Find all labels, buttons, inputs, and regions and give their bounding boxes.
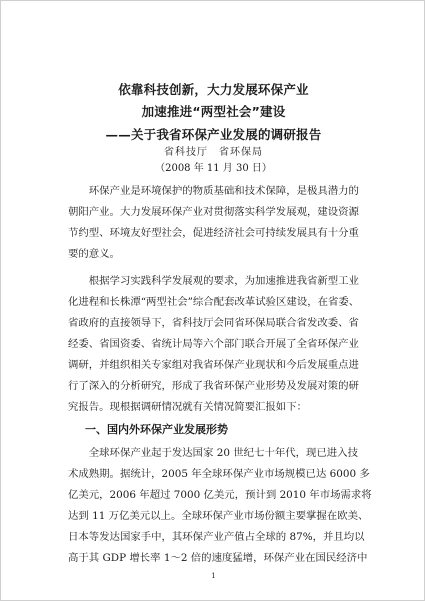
- paragraph-line: 环保产业是环境保护的物质基础和技术保障，是极具潜力的: [68, 185, 359, 197]
- document-title-line-2: 加速推进“两型社会”建设: [141, 104, 286, 119]
- page-number: 1: [211, 572, 216, 580]
- paragraph-line: 日本等发达国家手中，其环保产业产值占全球的 87%，并且均以: [68, 531, 365, 543]
- paragraph-line: 根据学习实践科学发展观的要求，为加速推进我省新型工业: [68, 275, 359, 287]
- paragraph-line: 朝阳产业。大力发展环保产业对贯彻落实科学发展观，建设资源: [68, 206, 359, 218]
- paragraph-line: 要的意义。: [68, 248, 120, 260]
- paragraph-line: 调研，并组织相关专家组对我省环保产业现状和今后发展重点进: [68, 359, 359, 371]
- paragraph-line: 化进程和长株潭“两型社会”综合配套改革试验区建设，在省委、: [68, 296, 360, 308]
- paragraph-line: 亿美元，2006 年超过 7000 亿美元，预计到 2010 年市场需求将: [68, 489, 372, 501]
- paragraph-line: 究报告。现根据调研情况就有关情况简要汇报如下：: [68, 401, 307, 413]
- paragraph-line: 行了深入的分析研究，形成了我省环保产业形势及发展对策的研: [68, 380, 359, 392]
- paragraph-line: 术成熟期。据统计，2005 年全球环保产业市场规模已达 6000 多: [68, 468, 370, 480]
- paragraph-line: 达到 11 万亿美元以上。全球环保产业市场份额主要掌握在欧美、: [68, 510, 369, 522]
- paragraph-line: 节约型、环境友好型社会，促进经济社会可持续发展具有十分重: [68, 227, 359, 239]
- paragraph-line: 省政府的直接领导下，省科技厅会同省环保局联合省发改委、省: [68, 317, 359, 329]
- paragraph-line: 经委、省国资委、省统计局等六个部门联合开展了全省环保产业: [68, 338, 359, 350]
- paragraph-line: 高于其 GDP 增长率 1～2 倍的速度猛增，环保产业在国民经济中: [68, 552, 368, 564]
- document-authors: 省科技厅 省环保局: [164, 147, 263, 158]
- document-title-line-1: 依靠科技创新，大力发展环保产业: [118, 82, 309, 97]
- document-subtitle: ——关于我省环保产业发展的调研报告: [105, 127, 322, 142]
- section-heading: 一、国内外环保产业发展形势: [85, 423, 228, 436]
- paragraph-line: 全球环保产业起于发达国家 20 世纪七十年代，现已进入技: [68, 447, 358, 459]
- document-date: （2008 年 11 月 30 日）: [155, 163, 272, 174]
